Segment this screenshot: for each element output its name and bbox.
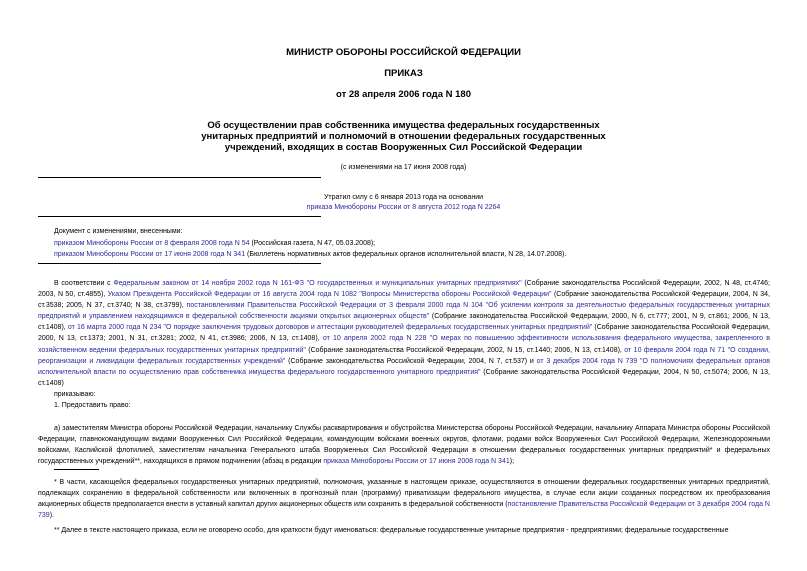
legal-link[interactable]: от 16 марта 2000 года N 234 "О порядке заключения трудовых договоров и аттестации руководителей федеральных государственных унитарных предприятий" [67,324,593,332]
separator-rule [38,177,321,178]
footnote-1: * В части, касающейся федеральных государственных унитарных предприятий, полномочия, указанные в настоящем приказе, осуществляются в отношении федеральных государственных унитарных предприятий, подлежащих сохранению в федеральной собственности или включенных в прогнозный план (программу) приватизации федерального имущества, в случае если акции созданных посредством их преобразования акционерных обществ предполагается внести в уставный капитал других акционерных обществ или сохранить в федеральной собственности (постановление Правительства Российской Федерации от 3 декабря 2004 года N 739). [38,479,770,520]
legal-link[interactable]: от 10 апреля 2002 года N 228 "О мерах по повышению эффективности использования федерального имущества, закрепленного в хозяйственном ведении федеральных государственных унитарных предприятий" [38,335,770,354]
legal-link[interactable]: Федеральным законом от 14 ноября 2002 года N 161-ФЗ "О государственных и муниципальных унитарных предприятиях" [113,280,522,287]
change-item: приказом Минобороны России от 8 февраля 2008 года N 54 (Российская газета, N 47, 05.03.2008); [54,240,376,247]
legal-link[interactable]: Указом Президента Российской Федерации от 16 августа 2004 года N 1082 "Вопросы Министерства обороны Российской Федерации" [107,291,552,299]
footnote-rule [54,469,99,470]
order-word: приказываю: [54,391,96,398]
changes-intro: Документ с изменениями, внесенными: [54,228,183,235]
preamble-paragraph: В соответствии с Федеральным законом от 14 ноября 2002 года N 161-ФЗ "О государственных и муниципальных унитарных предприятиях" (Собрание законодательства Российской Федерации, 2002, N 48, ст.4746; 2003, N 50, ст.4855), Указом Президента Российской Федерации от 16 августа 2004 года N 1082 "Вопросы Министерства обороны Российской Федерации" (Собрание законодательства Российской Федерации, 2004, N 34, ст.3538; 2005, N 37, ст.3740; N 38, ст.3799), постановлениями Правительства Российской Федерации от 3 февраля 2000 года N 104 "Об усилении контроля за деятельностью федеральных государственных унитарных предприятий и управлением находящимися в федеральной собственности акциями открытых акционерных обществ" (Собрание законодательства Российской Федерации, 2000, N 6, ст.777; 2001, N 9, ст.861; 2006, N 13, ст.1408), от 16 марта 2000 года N 234 "О порядке заключения трудовых договоров и аттестации руководителей федеральных государственных унитарных предприятий" (Собрание законодательства Российской Федерации, 2000, N 13, ст.1373; 2001, N 31, ст.3281; 2002, N 41, ст.3986; 2006, N 13, ст.1408), от 10 апреля 2002 года N 228 "О мерах по повышению эффективности использования федерального имущества, закрепленного в хозяйственном ведении федеральных государственных унитарных предприятий" (Собрание законодательства Российской Федерации, 2002, N 15, ст.1440; 2006, N 13, ст.1408), от 10 февраля 2004 года N 71 "О создании, реорганизации и ликвидации федеральных государственных учреждений" (Собрание законодательства Российской Федерации, 2004, N 7, ст.537) и от 3 декабря 2004 года N 739 "О полномочиях федеральных органов исполнительной власти по осуществлению прав собственника имущества федерального государственного унитарного предприятия" (Собрание законодательства Российской Федерации, 2004, N 50, ст.5074; 2006, N 13, ст.1408) [38,280,771,387]
separator-rule [38,216,321,217]
amendment-note: (с изменениями на 17 июня 2008 года) [340,164,467,171]
authority-title: МИНИСТР ОБОРОНЫ РОССИЙСКОЙ ФЕДЕРАЦИИ [286,47,521,58]
doc-type: ПРИКАЗ [384,68,423,79]
point-1: 1. Предоставить право: [54,402,131,409]
doc-title-line-1: Об осуществлении прав собственника имущества федеральных государственных [207,120,600,131]
doc-title-line-2: унитарных предприятий и полномочий в отношении федеральных государственных [201,131,606,142]
footnote-2: ** Далее в тексте настоящего приказа, если не оговорено особо, для краткости будут именоваться: федеральные государственные унитарные предприятия - предприятиями; федеральные государственные [54,527,729,534]
footnote-link[interactable]: постановление Правительства Российской Федерации от 3 декабря 2004 года N 739 [38,501,770,520]
legal-link[interactable]: постановлениями Правительства Российской Федерации от 3 февраля 2000 года N 104 "Об усилении контроля за деятельностью федеральных государственных унитарных предприятий и управлением находящимися в федеральной собственности акциями открытых акционерных обществ" [38,302,770,321]
lapsed-notice: Утратил силу с 6 января 2013 года на основании [323,194,484,201]
separator-rule [38,263,321,264]
doc-date-number: от 28 апреля 2006 года N 180 [336,89,471,100]
lapsed-order-link[interactable]: приказа Минобороны России от 8 августа 2012 года N 2264 [306,204,501,211]
change-order-link[interactable]: приказом Минобороны России от 8 февраля 2008 года N 54 [54,240,250,247]
doc-title-line-3: учреждений, входящих в состав Вооруженных Сил Российской Федерации [224,142,583,153]
legal-link[interactable]: от 10 февраля 2004 года N 71 "О создании, реорганизации и ликвидации федеральных государственных учреждений" [38,346,770,365]
change-item: приказом Минобороны России от 17 июня 2008 года N 341 (Бюллетень нормативных актов федеральных органов исполнительной власти, N 28, 14.07.2008). [54,251,567,258]
amending-order-link[interactable]: приказа Минобороны России от 17 июня 2008 года N 341 [323,458,510,466]
legal-link[interactable]: от 3 декабря 2004 года N 739 "О полномочиях федеральных органов исполнительной власти по осуществлению прав собственника имущества федерального государственного унитарного предприятия" [38,357,771,376]
sub-item-a: а) заместителям Министра обороны Российской Федерации, начальнику Службы расквартирования и обустройства Министерства обороны Российской Федерации, начальнику Аппарата Министра обороны Российской Федерации, главнокомандующим видами Вооруженных Сил Российской Федерации, командующим войсками военных округов, флотами, родами войск Вооруженных Сил Российской Федерации, Железнодорожными войсками, Каспийской флотилией, заместителям начальника Генерального штаба Вооруженных Сил Российской Федерации в отношении федеральных государственных унитарных предприятий* и федеральных государственных учреждений**, находящихся в прямом подчинении (абзац в редакции приказа Минобороны России от 17 июня 2008 года N 341); [38,425,770,466]
change-order-link[interactable]: приказом Минобороны России от 17 июня 2008 года N 341 [54,251,246,258]
